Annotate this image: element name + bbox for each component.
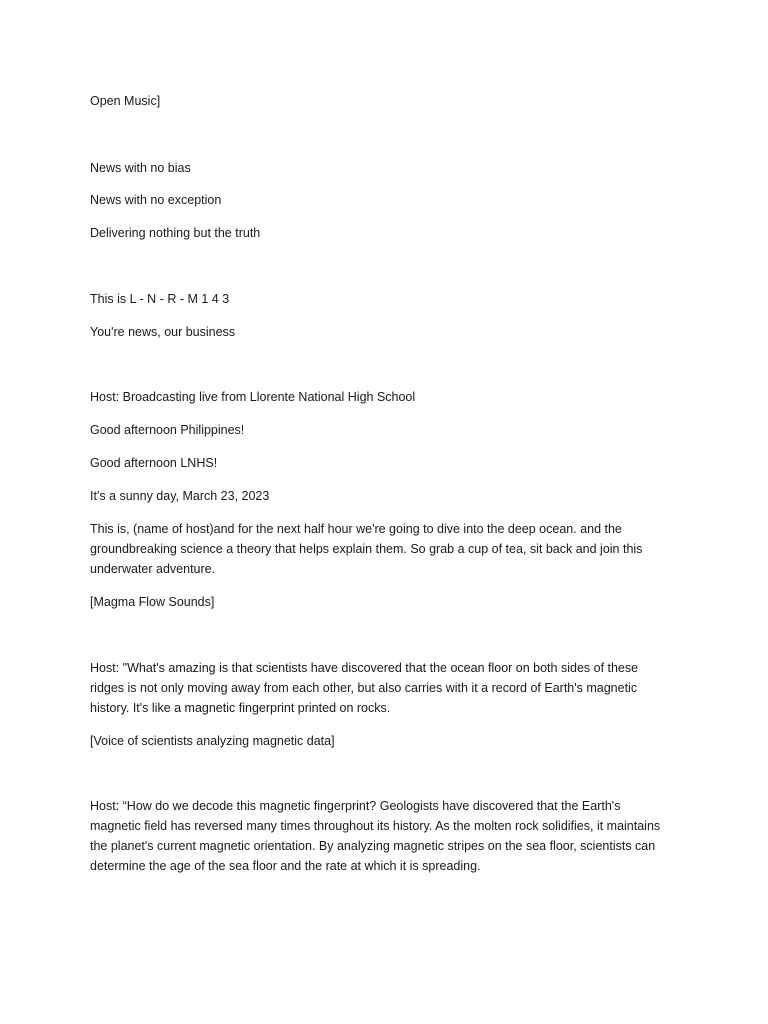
script-line-greeting-philippines: Good afternoon Philippines! (90, 423, 245, 437)
paragraph-line: Host: “How do we decode this magnetic fingerprint? Geologists have discovered that the Earth's (90, 799, 621, 813)
script-line-sound-cue-magma: [Magma Flow Sounds] (90, 595, 215, 609)
script-line-station-id: This is L - N - R - M 1 4 3 (90, 292, 230, 306)
script-paragraph-ocean-floor (90, 658, 690, 718)
script-line-date: It's a sunny day, March 23, 2023 (90, 489, 270, 503)
script-paragraph-magnetic-fingerprint (90, 796, 690, 876)
paragraph-line: ridges is not only moving away from each other, but also carries with it a record of Earth's magnetic (90, 681, 638, 695)
paragraph-line: Host: "What's amazing is that scientists have discovered that the ocean floor on both sides of these (90, 661, 639, 675)
script-line-host-intro: Host: Broadcasting live from Llorente National High School (90, 390, 416, 404)
script-line-tagline: You're news, our business (90, 325, 236, 339)
script-line-open-music: Open Music] (90, 94, 161, 108)
paragraph-line: history. It's like a magnetic fingerprint printed on rocks. (90, 701, 391, 715)
paragraph-line: the planet's current magnetic orientation. By analyzing magnetic stripes on the sea floor, scientists can (90, 839, 656, 853)
script-line-no-exception: News with no exception (90, 193, 222, 207)
script-line-truth: Delivering nothing but the truth (90, 226, 261, 240)
script-line-greeting-lnhs: Good afternoon LNHS! (90, 456, 218, 470)
paragraph-line: This is, (name of host)and for the next half hour we're going to dive into the deep ocean. and the (90, 522, 622, 536)
paragraph-line: determine the age of the sea floor and the rate at which it is spreading. (90, 859, 481, 873)
paragraph-line: underwater adventure. (90, 562, 216, 576)
script-paragraph-intro (90, 519, 690, 579)
script-line-no-bias: News with no bias (90, 161, 191, 175)
paragraph-line: groundbreaking science a theory that helps explain them. So grab a cup of tea, sit back and join this (90, 542, 643, 556)
script-line-sound-cue-scientists: [Voice of scientists analyzing magnetic data] (90, 734, 335, 748)
paragraph-line: magnetic field has reversed many times throughout its history. As the molten rock solidifies, it maintains (90, 819, 661, 833)
